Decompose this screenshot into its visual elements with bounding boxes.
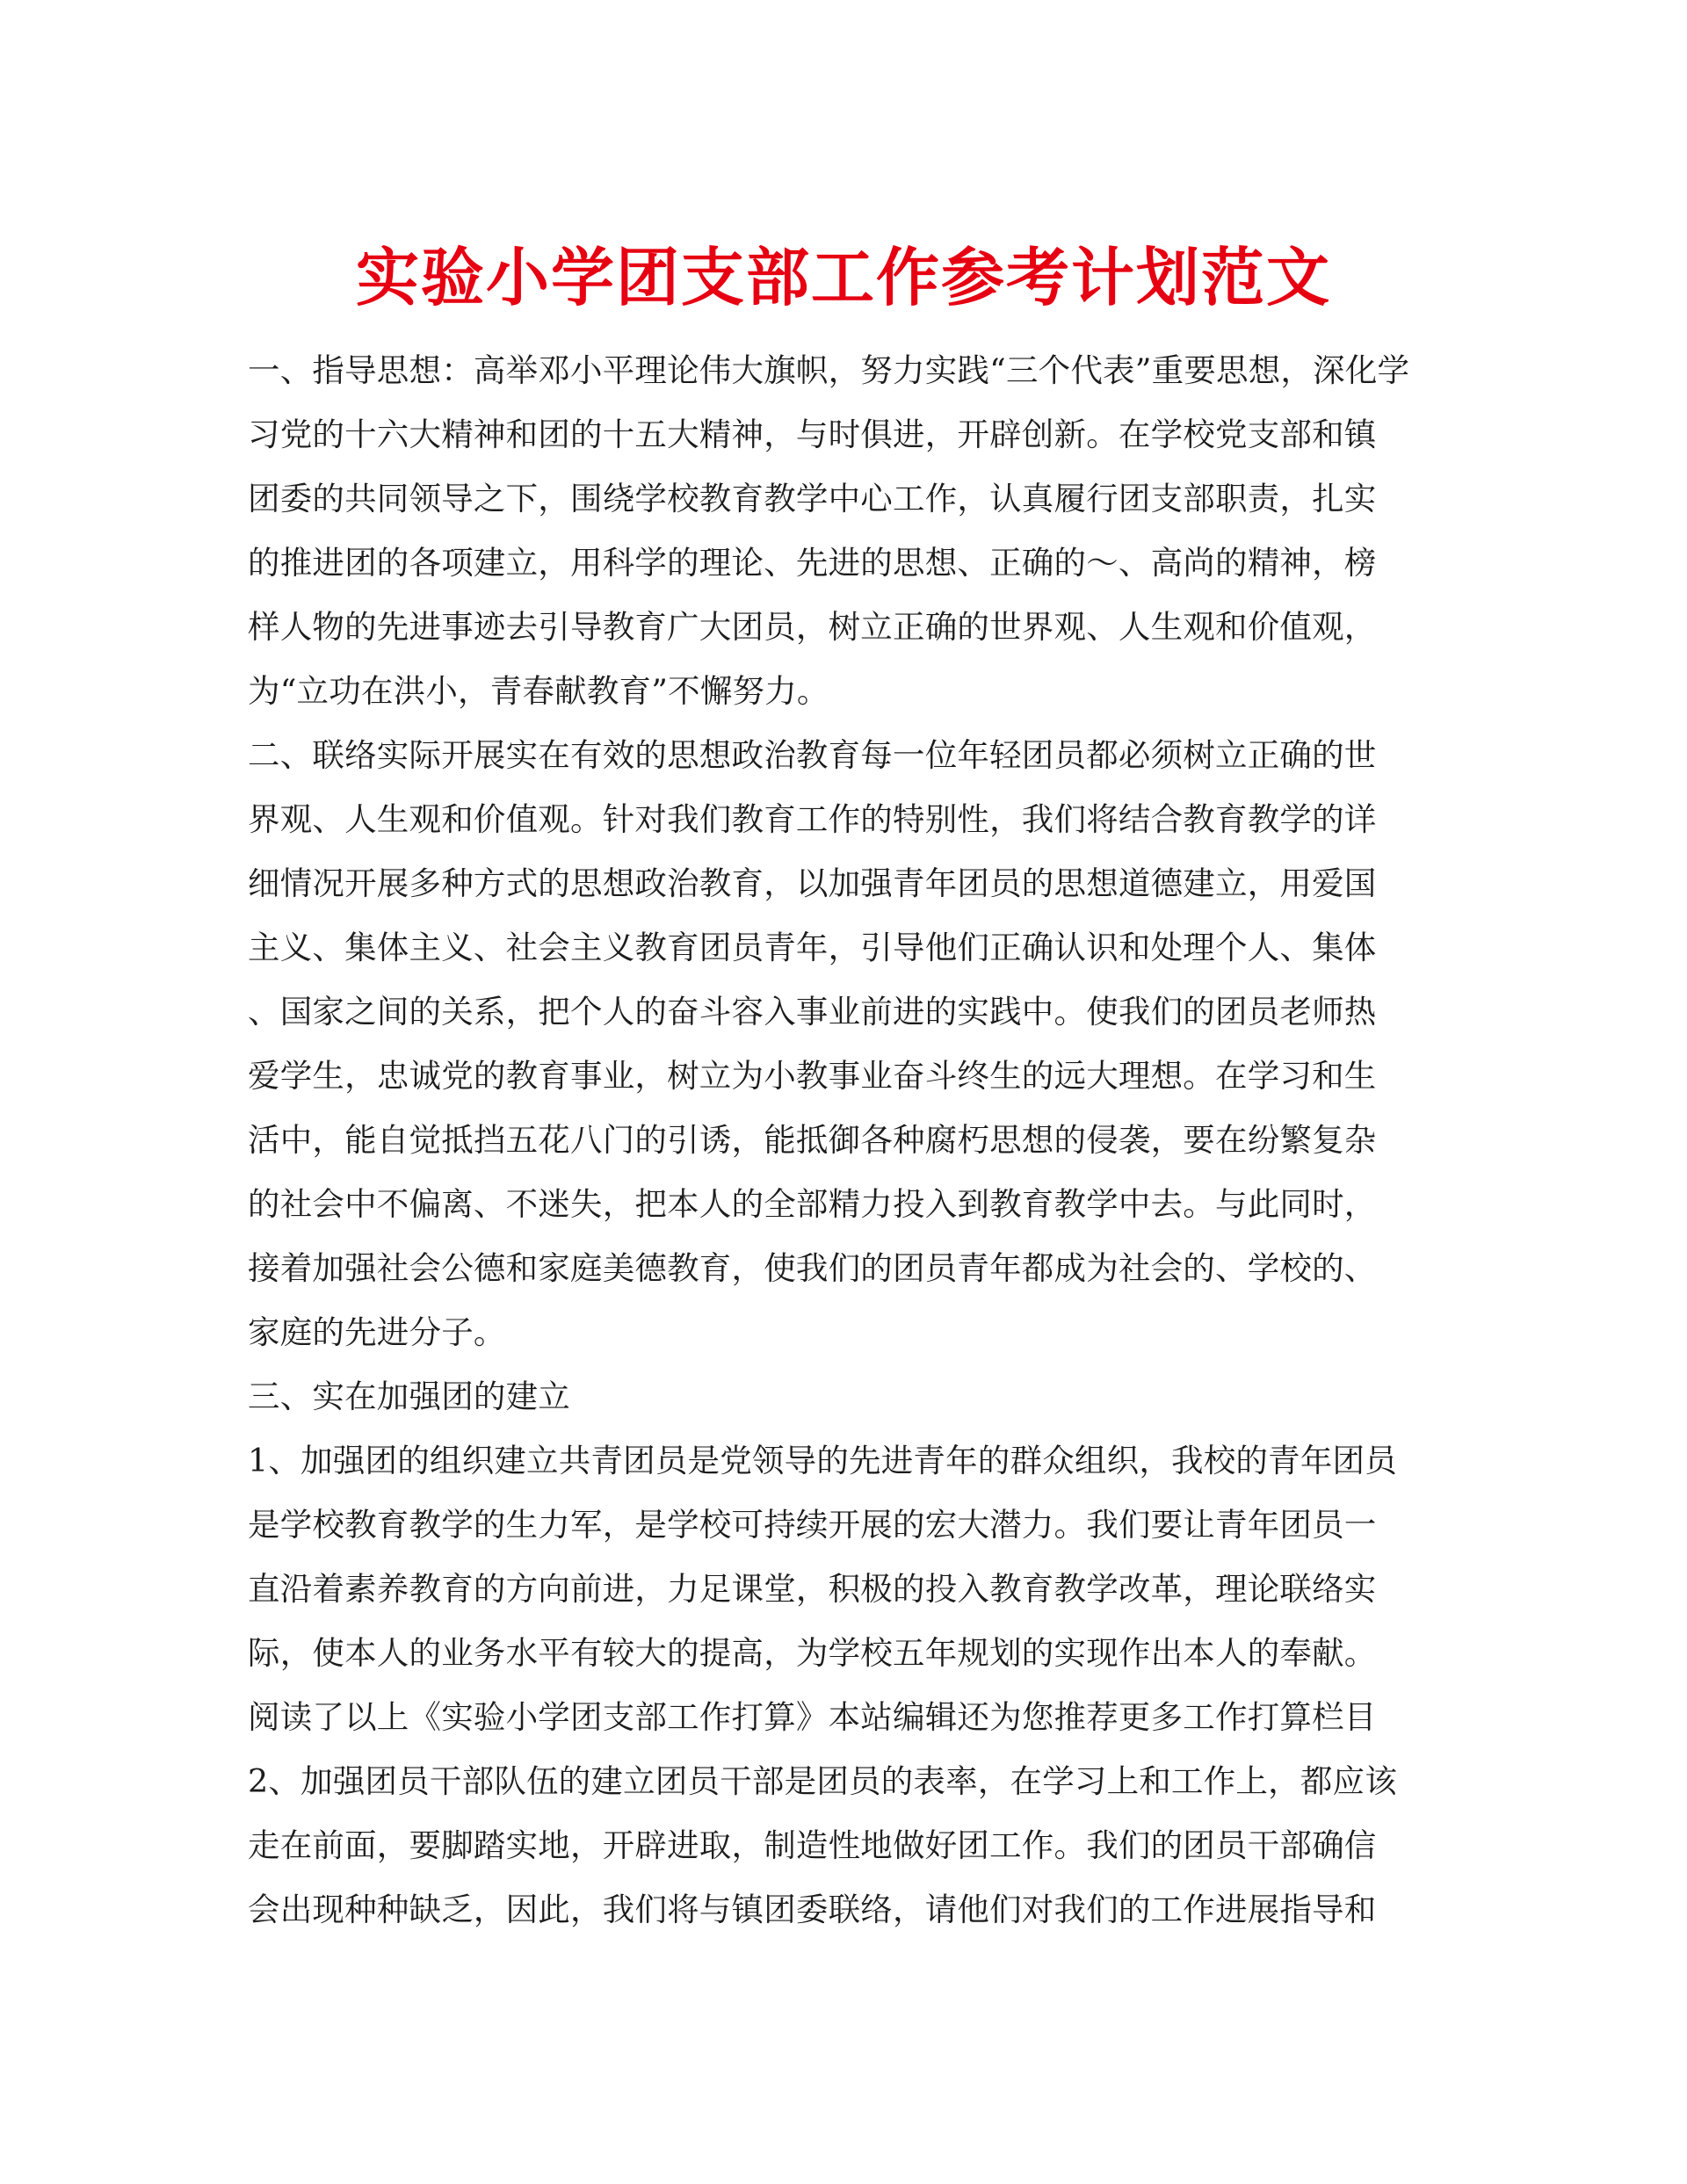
text-line: 细情况开展多种方式的思想政治教育，以加强青年团员的思想道德建立，用爱国 xyxy=(248,864,1377,902)
text-line: 直沿着素养教育的方向前进，力足课堂，积极的投入教育教学改革，理论联络实 xyxy=(248,1570,1377,1608)
text-line: 走在前面，要脚踏实地，开辟进取，制造性地做好团工作。我们的团员干部确信 xyxy=(248,1826,1377,1864)
document-body xyxy=(248,338,1443,1942)
text-line: 会出现种种缺乏，因此，我们将与镇团委联络，请他们对我们的工作进展指导和 xyxy=(248,1891,1377,1928)
text-line: 1、加强团的组织建立共青团员是党领导的先进青年的群众组织，我校的青年团员 xyxy=(248,1442,1397,1479)
text-line: 际，使本人的业务水平有较大的提高，为学校五年规划的实现作出本人的奉献。 xyxy=(248,1634,1377,1672)
text-line: 2、加强团员干部队伍的建立团员干部是团员的表率，在学习上和工作上，都应该 xyxy=(248,1762,1397,1800)
text-line: 爱学生，忠诚党的教育事业，树立为小教事业奋斗终生的远大理想。在学习和生 xyxy=(248,1057,1377,1095)
text-line: 阅读了以上《实验小学团支部工作打算》本站编辑还为您推荐更多工作打算栏目 xyxy=(248,1698,1377,1736)
section-heading: 三、实在加强团的建立 xyxy=(248,1378,570,1415)
text-line: 界观、人生观和价值观。针对我们教育工作的特别性，我们将结合教育教学的详 xyxy=(248,800,1377,838)
text-line: 样人物的先进事迹去引导教育广大团员，树立正确的世界观、人生观和价值观， xyxy=(248,608,1377,646)
document-title: 实验小学团支部工作参考计划范文 xyxy=(355,241,1331,315)
text-line: 的推进团的各项建立，用科学的理论、先进的思想、正确的～、高尚的精神，榜 xyxy=(248,544,1377,582)
text-line: 一、指导思想：高举邓小平理论伟大旗帜，努力实践“三个代表”重要思想，深化学 xyxy=(248,351,1410,389)
text-line: 的社会中不偏离、不迷失，把本人的全部精力投入到教育教学中去。与此同时， xyxy=(248,1185,1377,1223)
text-line: 二、联络实际开展实在有效的思想政治教育每一位年轻团员都必须树立正确的世 xyxy=(248,736,1377,774)
text-line: 家庭的先进分子。 xyxy=(248,1313,506,1351)
text-line: 为“立功在洪小，青春献教育”不懈努力。 xyxy=(248,672,829,710)
text-line: 习党的十六大精神和团的十五大精神，与时俱进，开辟创新。在学校党支部和镇 xyxy=(248,416,1377,453)
text-line: 主义、集体主义、社会主义教育团员青年，引导他们正确认识和处理个人、集体 xyxy=(248,929,1377,966)
text-line: 团委的共同领导之下，围绕学校教育教学中心工作，认真履行团支部职责，扎实 xyxy=(248,480,1377,517)
text-line: 接着加强社会公德和家庭美德教育，使我们的团员青年都成为社会的、学校的、 xyxy=(248,1249,1377,1287)
text-line: 是学校教育教学的生力军，是学校可持续开展的宏大潜力。我们要让青年团员一 xyxy=(248,1506,1377,1544)
text-line: 、国家之间的关系，把个人的奋斗容入事业前进的实践中。使我们的团员老师热 xyxy=(248,993,1377,1031)
text-line: 活中，能自觉抵挡五花八门的引诱，能抵御各种腐朽思想的侵袭，要在纷繁复杂 xyxy=(248,1121,1377,1159)
